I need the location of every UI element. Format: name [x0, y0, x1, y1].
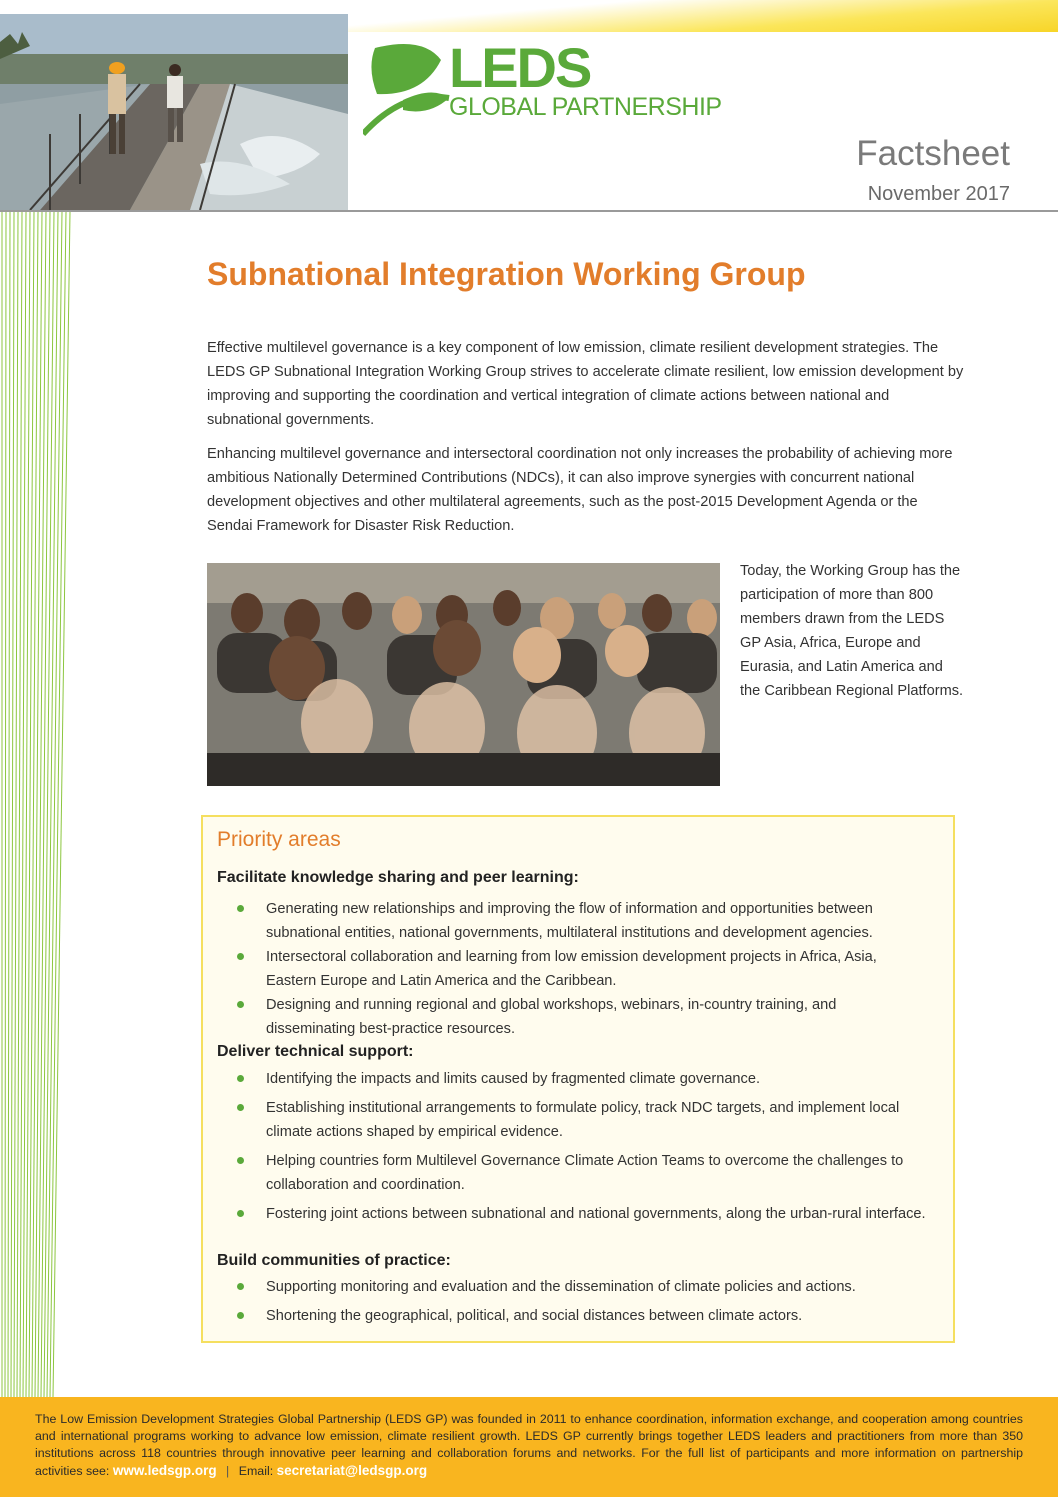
priority-list: [217, 897, 927, 1041]
logo-wordmark: LEDS: [449, 36, 591, 99]
bullet-icon: [237, 1001, 244, 1008]
list-item: Supporting monitoring and evaluation and the dissemination of climate policies and actions.: [217, 1275, 927, 1299]
audience-photo: [207, 563, 720, 786]
list-item: Helping countries form Multilevel Governance Climate Action Teams to overcome the challenges to collaboration and coordination.: [217, 1149, 927, 1197]
bullet-icon: [237, 1157, 244, 1164]
bullet-icon: [237, 1104, 244, 1111]
list-item: Establishing institutional arrangements to formulate policy, track NDC targets, and implement local climate actions shaped by empirical evidence.: [217, 1096, 927, 1144]
list-item: Identifying the impacts and limits caused by fragmented climate governance.: [217, 1067, 927, 1091]
email-link[interactable]: secretariat@ledsgp.org: [276, 1463, 428, 1478]
priority-group-heading: Deliver technical support:: [217, 1043, 414, 1060]
page-title: Subnational Integration Working Group: [207, 256, 806, 292]
list-item: Generating new relationships and improving the flow of information and opportunities between subnational entities, national governments, multilateral institutions and development agencies.: [217, 897, 927, 945]
membership-summary: Today, the Working Group has the participation of more than 800 members drawn from the LEDS GP Asia, Africa, Europe and Eurasia, and Latin America and the Caribbean Regional Platforms.: [740, 563, 964, 699]
bullet-icon: [237, 905, 244, 912]
intro-paragraph: Enhancing multilevel governance and intersectoral coordination not only increases the probability of achieving more ambitious Nationally Determined Contributions (NDCs), it can also improve synergies with concurrent national development objectives and other multilateral agreements, such as the post-2015 Development Agenda or the Sendai Framework for Disaster Risk Reduction.: [207, 446, 953, 534]
priority-group-heading: Facilitate knowledge sharing and peer learning:: [217, 869, 579, 886]
footer-separator: |: [226, 1464, 230, 1478]
header-divider: [0, 210, 1058, 212]
priority-list: [217, 1067, 927, 1226]
decorative-green-lines: [0, 212, 80, 1397]
bullet-icon: [237, 1283, 244, 1290]
header-photo: [0, 14, 348, 210]
list-item: Shortening the geographical, political, and social distances between climate actors.: [217, 1304, 927, 1328]
website-link[interactable]: www.ledsgp.org: [112, 1463, 217, 1478]
priority-list: [217, 1275, 927, 1328]
intro-paragraph: Effective multilevel governance is a key component of low emission, climate resilient development strategies. The LEDS GP Subnational Integration Working Group strives to accelerate climate resilient, low emission development by improving and supporting the coordination and vertical integration of climate actions between national and subnational governments.: [207, 340, 964, 428]
logo-subtitle: GLOBAL PARTNERSHIP: [449, 93, 722, 121]
publication-date: November 2017: [867, 183, 1010, 205]
intro-text: [207, 336, 967, 548]
footer-text: The Low Emission Development Strategies Global Partnership (LEDS GP) was founded in 2011 to enhance coordination, information exchange, and cooperation among countries and international programs working to advance low emission, climate resilient growth. LEDS GP currently brings together LEDS leaders and practitioners from more than 350 institutions across 118 countries through innovative peer learning and collaboration forums and networks. For the full list of participants and more information on partnership activities see: www.ledsgp.org | Email: secretariat@ledsgp.org: [35, 1412, 1023, 1478]
bullet-icon: [237, 953, 244, 960]
bullet-icon: [237, 1312, 244, 1319]
list-item: Intersectoral collaboration and learning from low emission development projects in Africa, Asia, Eastern Europe and Latin America and the Caribbean.: [217, 945, 927, 993]
water-treatment-illustration: [0, 14, 348, 210]
priority-group-heading: Build communities of practice:: [217, 1252, 451, 1269]
priority-areas-title: Priority areas: [217, 828, 341, 851]
bullet-icon: [237, 1075, 244, 1082]
audience-illustration: [207, 563, 720, 786]
bullet-icon: [237, 1210, 244, 1217]
list-item: Fostering joint actions between subnational and national governments, along the urban-rural interface.: [217, 1202, 927, 1226]
list-item: Designing and running regional and global workshops, webinars, in-country training, and disseminating best-practice resources.: [217, 993, 927, 1041]
email-label: Email:: [238, 1464, 274, 1478]
document-type: Factsheet: [856, 134, 1010, 173]
